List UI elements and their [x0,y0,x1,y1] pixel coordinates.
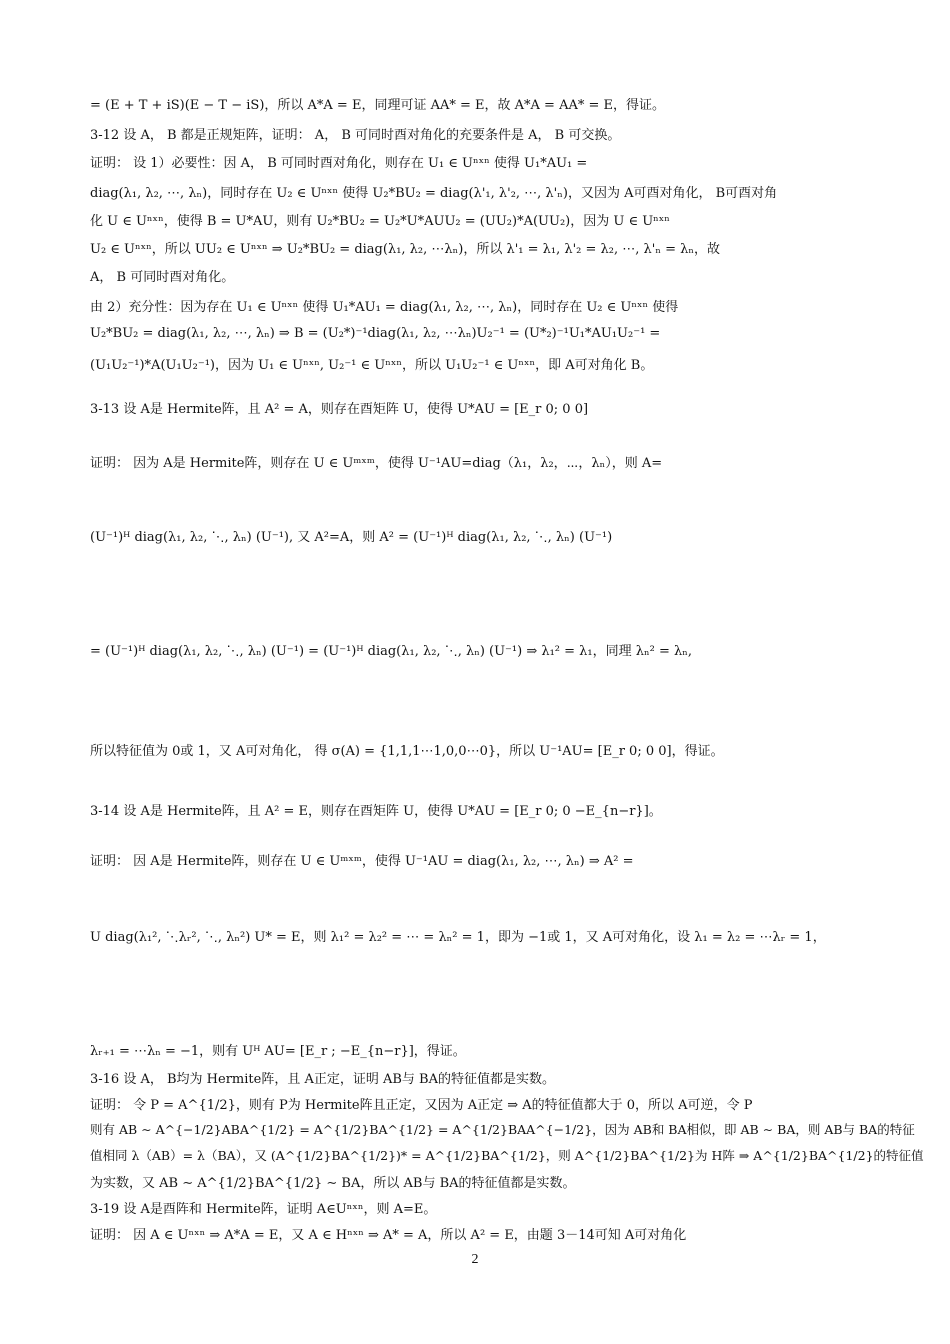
text-line-3: 证明： 设 1）必要性：因 A， B 可同时酉对角化，则存在 U₁ ∈ Uⁿˣⁿ 使得 U₁*AU₁ = [90,156,588,171]
text-line-26: 证明： 因 A ∈ Uⁿˣⁿ ⇒ A*A = E，又 A ∈ Hⁿˣⁿ ⇒ A* = A，所以 A² = E，由题 3－14可知 A可对角化 [90,1228,687,1243]
text-line-16: 3-14 设 A是 Hermite阵，且 A² = E，则存在酉矩阵 U，使得 U*AU = [E_r 0; 0 −E_{n−r}]。 [90,804,662,819]
text-line-8: 由 2）充分性：因为存在 U₁ ∈ Uⁿˣⁿ 使得 U₁*AU₁ = diag(λ₁, λ₂, ⋯, λₙ)，同时存在 U₂ ∈ Uⁿˣⁿ 使得 [90,300,679,315]
text-line-6: U₂ ∈ Uⁿˣⁿ，所以 UU₂ ∈ Uⁿˣⁿ ⇒ U₂*BU₂ = diag(λ₁, λ₂, ⋯λₙ)，所以 λ'₁ = λ₁, λ'₂ = λ₂, ⋯, λ'ₙ = λₙ，故 [90,242,720,257]
text-line-20: 3-16 设 A， B均为 Hermite阵，且 A正定，证明 AB与 BA的特征值都是实数。 [90,1072,555,1087]
text-line-12: 证明： 因为 A是 Hermite阵，则存在 U ∈ Uᵐˣᵐ，使得 U⁻¹AU=diag（λ₁，λ₂，⋯，λₙ），则 A= [90,456,663,471]
page-number: 2 [471,1252,479,1267]
text-line-7: A， B 可同时酉对角化。 [90,270,235,285]
text-line-14: = (U⁻¹)ᴴ diag(λ₁, λ₂, ⋱, λₙ) (U⁻¹) = (U⁻¹)ᴴ diag(λ₁, λ₂, ⋱, λₙ) (U⁻¹) ⇒ λ₁² = λ₁，同理 λₙ² = λₙ, [90,644,692,659]
text-line-2: 3-12 设 A， B 都是正规矩阵，证明： A， B 可同时酉对角化的充要条件是 A， B 可交换。 [90,128,621,143]
text-line-19: λᵣ₊₁ = ⋯λₙ = −1，则有 Uᴴ AU= [E_r ; −E_{n−r}]，得证。 [90,1044,466,1059]
text-line-13: (U⁻¹)ᴴ diag(λ₁, λ₂, ⋱, λₙ) (U⁻¹), 又 A²=A，则 A² = (U⁻¹)ᴴ diag(λ₁, λ₂, ⋱, λₙ) (U⁻¹) [90,530,613,545]
text-line-9: U₂*BU₂ = diag(λ₁, λ₂, ⋯, λₙ) ⇒ B = (U₂*)⁻¹diag(λ₁, λ₂, ⋯λₙ)U₂⁻¹ = (U*₂)⁻¹U₁*AU₁U₂⁻¹ = [90,326,661,341]
text-line-1: = (E + T + iS)(E − T − iS)，所以 A*A = E，同理可证 AA* = E，故 A*A = AA* = E，得证。 [90,98,665,113]
text-line-22: 则有 AB ∼ A^{−1/2}ABA^{1/2} = A^{1/2}BA^{1/2} = A^{1/2}BAA^{−1/2}，因为 AB和 BA相似，即 AB ∼ BA，则 AB与 BA的特征 [90,1122,915,1137]
text-line-11: 3-13 设 A是 Hermite阵，且 A² = A，则存在酉矩阵 U，使得 U*AU = [E_r 0; 0 0] [90,402,589,417]
text-line-4: diag(λ₁, λ₂, ⋯, λₙ)，同时存在 U₂ ∈ Uⁿˣⁿ 使得 U₂*BU₂ = diag(λ'₁, λ'₂, ⋯, λ'ₙ)，又因为 A可酉对角化， B可酉对角 [90,186,778,201]
text-line-23: 值相同 λ（AB）= λ（BA），又 (A^{1/2}BA^{1/2})* = A^{1/2}BA^{1/2}，则 A^{1/2}BA^{1/2}为 H阵 ⇒ A^{1/2}BA^{1/2}的特征值 [90,1148,924,1163]
text-line-25: 3-19 设 A是酉阵和 Hermite阵，证明 A∈Uⁿˣⁿ，则 A=E。 [90,1202,437,1217]
text-line-10: (U₁U₂⁻¹)*A(U₁U₂⁻¹)，因为 U₁ ∈ Uⁿˣⁿ, U₂⁻¹ ∈ Uⁿˣⁿ，所以 U₁U₂⁻¹ ∈ Uⁿˣⁿ，即 A可对角化 B。 [90,358,654,373]
text-line-15: 所以特征值为 0或 1，又 A可对角化， 得 σ(A) = {1,1,1⋯1,0,0⋯0}，所以 U⁻¹AU= [E_r 0; 0 0]，得证。 [90,744,724,759]
text-line-5: 化 U ∈ Uⁿˣⁿ，使得 B = U*AU，则有 U₂*BU₂ = U₂*U*AUU₂ = (UU₂)*A(UU₂)，因为 U ∈ Uⁿˣⁿ [90,214,670,229]
text-line-24: 为实数，又 AB ∼ A^{1/2}BA^{1/2} ∼ BA，所以 AB与 BA的特征值都是实数。 [90,1176,576,1191]
text-line-18: U diag(λ₁², ⋱λᵣ², ⋱, λₙ²) U* = E，则 λ₁² = λ₂² = ⋯ = λₙ² = 1，即为 −1或 1，又 A可对角化，设 λ₁ = λ₂ = ⋯λᵣ = 1， [90,930,826,945]
text-line-17: 证明： 因 A是 Hermite阵，则存在 U ∈ Uᵐˣᵐ，使得 U⁻¹AU = diag(λ₁, λ₂, ⋯, λₙ) ⇒ A² = [90,854,634,869]
text-line-21: 证明： 令 P = A^{1/2}，则有 P为 Hermite阵且正定，又因为 A正定 ⇒ A的特征值都大于 0，所以 A可逆，令 P [90,1098,753,1113]
